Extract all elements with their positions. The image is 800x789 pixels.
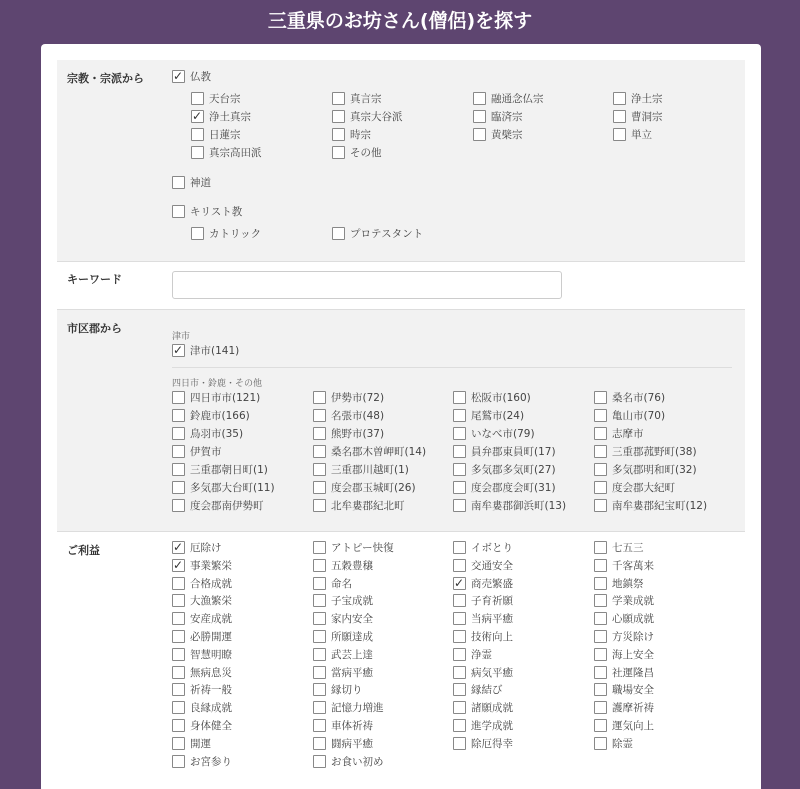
checkbox-box[interactable] — [613, 128, 626, 141]
checkbox-label: いなべ市(79) — [471, 428, 535, 440]
checkbox-label: 伊賀市 — [190, 446, 222, 458]
checkbox-box[interactable] — [172, 391, 185, 404]
checkbox-box[interactable] — [594, 737, 607, 750]
checkbox-box[interactable] — [172, 755, 185, 768]
checkbox-box[interactable] — [191, 146, 204, 159]
checkbox-box[interactable] — [453, 683, 466, 696]
checkbox-box[interactable] — [594, 666, 607, 679]
checkbox-box[interactable] — [172, 612, 185, 625]
checkbox-box[interactable] — [172, 70, 185, 83]
checkbox-label: 日蓮宗 — [209, 129, 241, 141]
checkbox-label: 五穀豊穣 — [331, 559, 373, 572]
checkbox-label: 縁結び — [471, 684, 503, 697]
checkbox-box[interactable] — [172, 427, 185, 440]
checkbox-box[interactable] — [594, 701, 607, 714]
checkbox-box[interactable] — [191, 110, 204, 123]
checkbox-box[interactable] — [313, 701, 326, 714]
checkbox-box[interactable] — [191, 227, 204, 240]
religion-section — [57, 60, 745, 262]
checkbox-label: 天台宗 — [209, 93, 241, 105]
checkbox-box[interactable] — [453, 719, 466, 732]
checkbox-label: 厄除け — [190, 542, 222, 554]
checkbox-label: 浄土真宗 — [209, 111, 251, 123]
checkbox-label: 真宗高田派 — [209, 147, 262, 159]
checkbox-box[interactable] — [172, 666, 185, 679]
checkbox-box[interactable] — [453, 559, 466, 572]
checkbox-label: その他 — [350, 147, 382, 159]
checkbox-box[interactable] — [594, 683, 607, 696]
checkbox-label: 安産成就 — [190, 613, 232, 626]
checkbox-box[interactable] — [594, 427, 607, 440]
checkbox-label: 社運隆昌 — [612, 666, 654, 679]
checkbox-box[interactable] — [172, 499, 185, 512]
checkbox-box[interactable] — [332, 128, 345, 141]
checkbox-label: 三重郡朝日町(1) — [190, 464, 268, 476]
checkbox-label: 当病平癒 — [471, 613, 513, 626]
checkbox-label: 南牟婁郡御浜町(13) — [471, 500, 567, 512]
checkbox-box[interactable] — [313, 666, 326, 679]
checkbox-label: 鈴鹿市(166) — [190, 410, 250, 422]
checkbox-box[interactable] — [473, 92, 486, 105]
checkbox-box[interactable] — [453, 481, 466, 494]
checkbox-label: 必勝開運 — [190, 631, 232, 643]
checkbox-box[interactable] — [594, 630, 607, 643]
checkbox-box[interactable] — [594, 445, 607, 458]
checkbox-box[interactable] — [313, 499, 326, 512]
checkbox-label: 北牟婁郡紀北町 — [331, 500, 405, 512]
area-group-title-tsu: 津市 — [172, 332, 191, 342]
checkbox-box[interactable] — [172, 719, 185, 732]
checkbox-label: 度会郡南伊勢町 — [190, 500, 264, 512]
checkbox-label: お食い初め — [331, 755, 384, 768]
checkbox-label: 身体健全 — [190, 720, 232, 732]
checkbox-label: 三重郡川越町(1) — [331, 464, 409, 476]
checkbox-label: 縁切り — [331, 684, 363, 697]
checkbox-box[interactable] — [313, 541, 326, 554]
checkbox-label: 四日市市(121) — [190, 392, 261, 404]
checkbox-box[interactable] — [172, 445, 185, 458]
checkbox-label: 名張市(48) — [331, 410, 385, 422]
checkbox-box[interactable] — [613, 110, 626, 123]
checkbox-label: 技術向上 — [471, 631, 513, 643]
checkbox-box[interactable] — [453, 577, 466, 590]
checkbox-label: 合格成就 — [190, 577, 232, 590]
checkbox-box[interactable] — [313, 391, 326, 404]
checkbox-box[interactable] — [453, 701, 466, 714]
keyword-section — [57, 262, 745, 310]
checkbox-label: 運気向上 — [612, 720, 654, 732]
checkbox-box[interactable] — [594, 719, 607, 732]
search-form-panel — [41, 44, 761, 789]
checkbox-label: 浄土宗 — [631, 93, 663, 105]
checkbox-label: 交通安全 — [471, 559, 513, 572]
checkbox-label: 桑名市(76) — [612, 392, 666, 404]
checkbox-label: 所願達成 — [331, 631, 373, 643]
checkbox-label: 浄霊 — [471, 648, 492, 661]
checkbox-box[interactable] — [453, 409, 466, 422]
checkbox-box[interactable] — [453, 737, 466, 750]
checkbox-box[interactable] — [594, 391, 607, 404]
checkbox-box[interactable] — [313, 445, 326, 458]
checkbox-label: お宮参り — [190, 755, 232, 768]
checkbox-box[interactable] — [172, 176, 185, 189]
checkbox-box[interactable] — [313, 409, 326, 422]
checkbox-box[interactable] — [453, 427, 466, 440]
checkbox-label: 員弁郡東員町(17) — [471, 446, 556, 458]
checkbox-box[interactable] — [613, 92, 626, 105]
checkbox-label: 開運 — [190, 737, 211, 750]
checkbox-label: 真言宗 — [350, 93, 382, 105]
checkbox-box[interactable] — [172, 409, 185, 422]
page-title: 三重県のお坊さん(僧侶)を探す — [267, 10, 533, 32]
checkbox-label: 度会郡大紀町 — [612, 482, 675, 494]
checkbox-label: 闘病平癒 — [331, 737, 373, 750]
checkbox-label: 諸願成就 — [471, 702, 513, 715]
benefits-section-label: ご利益 — [67, 544, 100, 557]
checkbox-label: 七五三 — [612, 542, 644, 554]
checkbox-label: 病気平癒 — [471, 666, 513, 679]
checkbox-box[interactable] — [172, 737, 185, 750]
checkbox-label: 除厄得幸 — [471, 737, 513, 750]
checkbox-box[interactable] — [313, 559, 326, 572]
checkbox-box[interactable] — [594, 499, 607, 512]
checkbox-label: 千客萬来 — [612, 559, 654, 572]
checkbox-box[interactable] — [594, 463, 607, 476]
checkbox-label: 良縁成就 — [190, 702, 232, 715]
checkbox-label: 志摩市 — [612, 428, 644, 440]
checkbox-label: 融通念仏宗 — [491, 93, 544, 105]
checkbox-label: 曹洞宗 — [631, 111, 663, 123]
checkbox-label: 尾鷲市(24) — [471, 410, 525, 422]
checkbox-box[interactable] — [313, 737, 326, 750]
area-section-label: 市区郡から — [67, 322, 122, 335]
checkbox-box[interactable] — [172, 630, 185, 643]
checkbox-label: 時宗 — [350, 129, 371, 141]
checkbox-box[interactable] — [172, 205, 185, 218]
checkbox-box[interactable] — [453, 499, 466, 512]
checkbox-label: カトリック — [209, 228, 262, 240]
checkbox-box[interactable] — [172, 344, 185, 357]
checkbox-label: 智慧明瞭 — [190, 648, 232, 661]
area-group-title-other: 四日市・鈴鹿・その他 — [172, 379, 263, 389]
keyword-input[interactable] — [172, 271, 562, 299]
checkbox-label: 臨済宗 — [491, 111, 523, 123]
checkbox-box[interactable] — [332, 227, 345, 240]
checkbox-label: 武芸上達 — [331, 648, 373, 661]
religion-section-label: 宗教・宗派から — [67, 72, 144, 85]
checkbox-label: 真宗大谷派 — [350, 111, 403, 123]
checkbox-label: 家内安全 — [331, 613, 373, 626]
checkbox-box[interactable] — [594, 559, 607, 572]
checkbox-box[interactable] — [332, 92, 345, 105]
checkbox-label: 職場安全 — [612, 684, 654, 697]
checkbox-label: 祈祷一般 — [190, 684, 232, 697]
checkbox-box[interactable] — [172, 559, 185, 572]
checkbox-label: 子育祈願 — [471, 595, 513, 608]
checkbox-label: 亀山市(70) — [612, 410, 666, 422]
checkbox-box[interactable] — [191, 92, 204, 105]
checkbox-box[interactable] — [594, 612, 607, 625]
checkbox-box[interactable] — [453, 648, 466, 661]
checkbox-label: 多気郡明和町(32) — [612, 464, 697, 476]
checkbox-label: 伊勢市(72) — [331, 392, 385, 404]
checkbox-label: 仏教 — [190, 71, 211, 83]
checkbox-label: 除霊 — [612, 737, 633, 750]
checkbox-box[interactable] — [453, 594, 466, 607]
checkbox-label: 鳥羽市(35) — [190, 428, 244, 440]
checkbox-box[interactable] — [473, 128, 486, 141]
checkbox-box[interactable] — [453, 463, 466, 476]
checkbox-box[interactable] — [594, 541, 607, 554]
checkbox-label: 心願成就 — [612, 613, 654, 626]
checkbox-label: アトピー快復 — [331, 542, 394, 554]
checkbox-label: 無病息災 — [190, 666, 232, 679]
checkbox-box[interactable] — [313, 427, 326, 440]
checkbox-box[interactable] — [313, 481, 326, 494]
checkbox-box[interactable] — [313, 612, 326, 625]
checkbox-box[interactable] — [172, 648, 185, 661]
checkbox-box[interactable] — [313, 463, 326, 476]
area-divider — [172, 367, 732, 368]
checkbox-box[interactable] — [453, 612, 466, 625]
checkbox-label: 学業成就 — [612, 595, 654, 608]
checkbox-label: 南牟婁郡紀宝町(12) — [612, 500, 708, 512]
checkbox-label: キリスト教 — [190, 206, 243, 218]
checkbox-label: 津市(141) — [190, 345, 240, 357]
checkbox-box[interactable] — [172, 481, 185, 494]
checkbox-box[interactable] — [172, 463, 185, 476]
checkbox-box[interactable] — [453, 666, 466, 679]
checkbox-box[interactable] — [172, 594, 185, 607]
checkbox-box[interactable] — [313, 594, 326, 607]
checkbox-label: 熊野市(37) — [331, 428, 385, 440]
checkbox-label: 商売繁盛 — [471, 577, 513, 590]
checkbox-box[interactable] — [172, 683, 185, 696]
area-section — [57, 310, 745, 532]
checkbox-label: 命名 — [331, 577, 352, 590]
checkbox-box[interactable] — [191, 128, 204, 141]
checkbox-label: 度会郡玉城町(26) — [331, 482, 416, 494]
checkbox-label: 當病平癒 — [331, 666, 373, 679]
checkbox-label: 松阪市(160) — [471, 392, 531, 404]
checkbox-box[interactable] — [594, 409, 607, 422]
checkbox-label: 多気郡多気町(27) — [471, 464, 556, 476]
checkbox-label: 黄檗宗 — [491, 129, 523, 141]
checkbox-label: 三重郡菰野町(38) — [612, 446, 697, 458]
checkbox-box[interactable] — [313, 683, 326, 696]
checkbox-label: 方災除け — [612, 631, 654, 643]
checkbox-box[interactable] — [313, 719, 326, 732]
checkbox-box[interactable] — [313, 755, 326, 768]
checkbox-box[interactable] — [453, 630, 466, 643]
checkbox-label: 度会郡度会町(31) — [471, 482, 556, 494]
checkbox-label: イボとり — [471, 542, 513, 554]
checkbox-box[interactable] — [313, 577, 326, 590]
checkbox-box[interactable] — [453, 541, 466, 554]
checkbox-label: 海上安全 — [612, 648, 654, 661]
checkbox-label: 桑名郡木曽岬町(14) — [331, 446, 427, 458]
checkbox-label: 車体祈祷 — [331, 720, 373, 732]
checkbox-box[interactable] — [453, 391, 466, 404]
checkbox-box[interactable] — [172, 577, 185, 590]
checkbox-box[interactable] — [594, 481, 607, 494]
checkbox-box[interactable] — [473, 110, 486, 123]
checkbox-box[interactable] — [313, 630, 326, 643]
checkbox-label: 進学成就 — [471, 720, 513, 732]
checkbox-label: 護摩祈祷 — [612, 702, 654, 715]
keyword-label: キーワード — [67, 273, 122, 286]
checkbox-box[interactable] — [594, 648, 607, 661]
benefits-section — [57, 532, 745, 789]
checkbox-label: 多気郡大台町(11) — [190, 482, 275, 494]
checkbox-box[interactable] — [594, 577, 607, 590]
checkbox-label: 神道 — [190, 177, 211, 189]
checkbox-box[interactable] — [172, 541, 185, 554]
checkbox-label: プロテスタント — [350, 228, 424, 240]
checkbox-label: 事業繁栄 — [190, 559, 232, 572]
checkbox-label: 地鎮祭 — [612, 577, 644, 590]
checkbox-label: 単立 — [631, 129, 652, 141]
checkbox-label: 子宝成就 — [331, 595, 373, 608]
checkbox-box[interactable] — [594, 594, 607, 607]
checkbox-box[interactable] — [453, 445, 466, 458]
checkbox-label: 記憶力増進 — [331, 702, 384, 715]
checkbox-box[interactable] — [332, 146, 345, 159]
checkbox-box[interactable] — [172, 701, 185, 714]
checkbox-box[interactable] — [313, 648, 326, 661]
checkbox-label: 大漁繁栄 — [190, 595, 232, 608]
checkbox-box[interactable] — [332, 110, 345, 123]
